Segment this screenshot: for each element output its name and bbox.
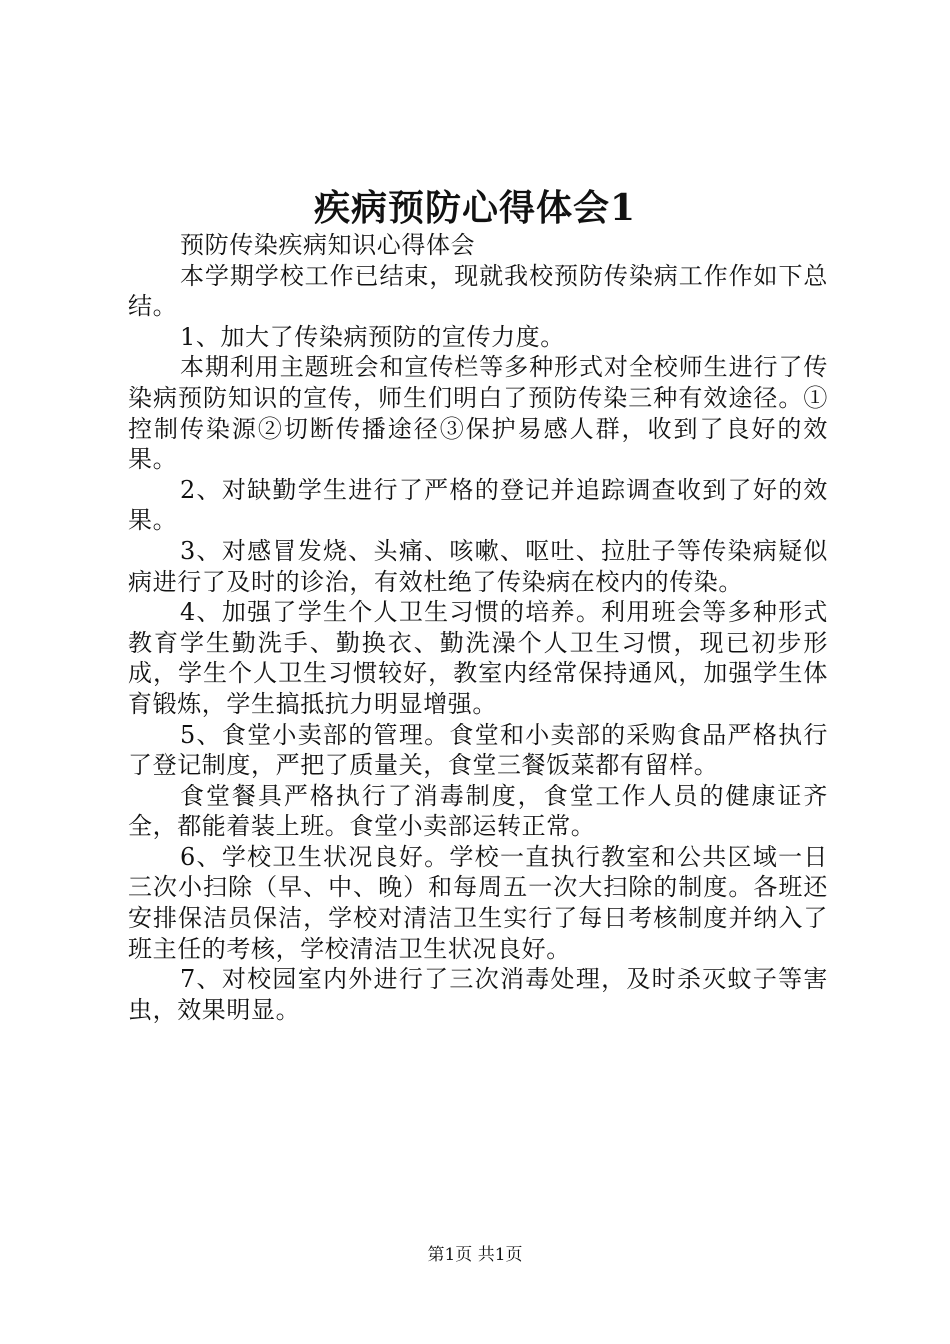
paragraph-item-5: 5、食堂小卖部的管理。食堂和小卖部的采购食品严格执行了登记制度，严把了质量关，食堂三餐饭菜都有留样。 — [128, 720, 828, 780]
document-title: 疾病预防心得体会1 — [313, 187, 637, 229]
paragraph-item-2: 2、对缺勤学生进行了严格的登记并追踪调查收到了好的效果。 — [128, 475, 828, 535]
page-footer: 第1页 共1页 — [427, 1245, 523, 1265]
paragraph-item-5-detail: 食堂餐具严格执行了消毒制度，食堂工作人员的健康证齐全，都能着装上班。食堂小卖部运转正常。 — [128, 781, 828, 841]
paragraph-item-3: 3、对感冒发烧、头痛、咳嗽、呕吐、拉肚子等传染病疑似病进行了及时的诊治，有效杜绝了传染病在校内的传染。 — [128, 536, 828, 596]
paragraph-item-1-detail: 本期利用主题班会和宣传栏等多种形式对全校师生进行了传染病预防知识的宣传，师生们明白了预防传染三种有效途径。①控制传染源②切断传播途径③保护易感人群，收到了良好的效果。 — [128, 353, 828, 474]
document-body — [128, 230, 828, 1025]
paragraph-item-1: 1、加大了传染病预防的宣传力度。 — [180, 322, 565, 351]
paragraph-subtitle: 预防传染疾病知识心得体会 — [180, 231, 476, 259]
paragraph-item-4: 4、加强了学生个人卫生习惯的培养。利用班会等多种形式教育学生勤洗手、勤换衣、勤洗澡个人卫生习惯，现已初步形成，学生个人卫生习惯较好，教室内经常保持通风，加强学生体育锻炼，学生搞抵抗力明显增强。 — [128, 598, 828, 718]
paragraph-item-6: 6、学校卫生状况良好。学校一直执行教室和公共区域一日三次小扫除（早、中、晚）和每周五一次大扫除的制度。各班还安排保洁员保洁，学校对清洁卫生实行了每日考核制度并纳入了班主任的考核，学校清洁卫生状况良好。 — [128, 842, 828, 963]
paragraph-intro: 本学期学校工作已结束，现就我校预防传染病工作作如下总结。 — [128, 261, 828, 321]
paragraph-item-7: 7、对校园室内外进行了三次消毒处理，及时杀灭蚊子等害虫，效果明显。 — [128, 965, 828, 1024]
